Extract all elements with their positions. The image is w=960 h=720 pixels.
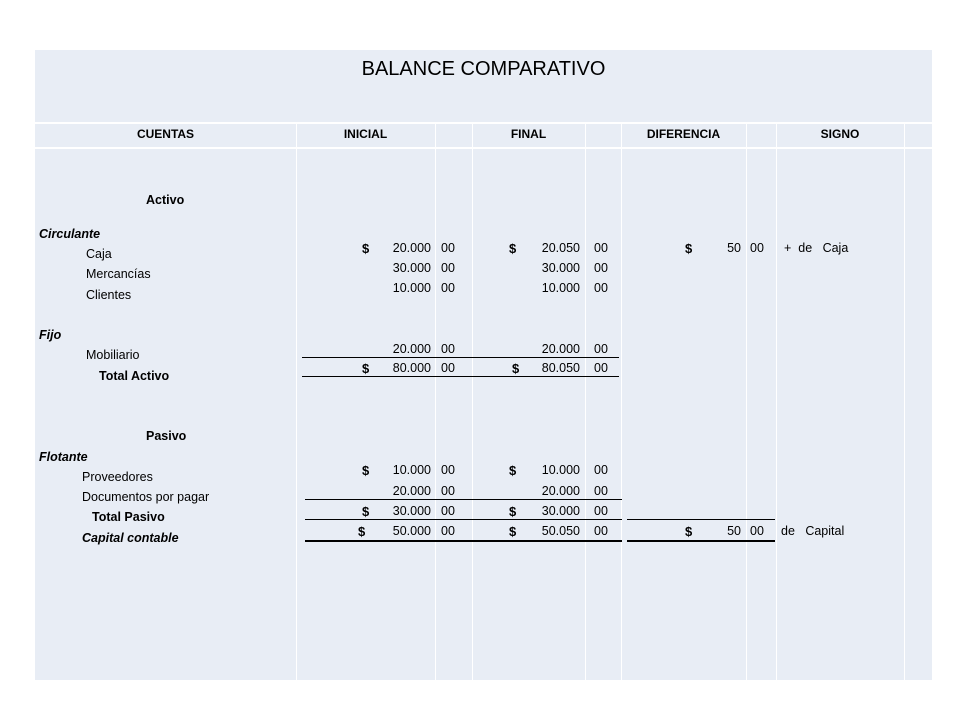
section-flotante: Flotante (39, 450, 88, 464)
caja-signo: + de Caja (784, 241, 849, 255)
total-pasivo-final: 30.000 (541, 504, 580, 518)
cents: 00 (750, 524, 764, 538)
mobiliario-inicial: 20.000 (392, 342, 431, 356)
cents: 00 (441, 261, 455, 275)
total-activo-inicial: 80.000 (392, 361, 431, 375)
section-activo: Activo (146, 193, 185, 207)
underline (472, 499, 622, 500)
section-circulante: Circulante (39, 227, 101, 241)
row-label-mercancias: Mercancías (86, 267, 151, 281)
currency-symbol: $ (362, 463, 370, 478)
underline (472, 357, 619, 358)
cents: 00 (594, 261, 608, 275)
row-label-documentos: Documentos por pagar (82, 490, 210, 504)
currency-symbol: $ (509, 241, 517, 256)
total-activo-final: 80.050 (541, 361, 580, 375)
capital-final: 50.050 (541, 524, 580, 538)
proveedores-final: 10.000 (541, 463, 580, 477)
underline (302, 357, 472, 358)
mercancias-final: 30.000 (541, 261, 580, 275)
underline (302, 376, 472, 377)
capital-inicial: 50.000 (392, 524, 431, 538)
underline (305, 499, 472, 500)
cents: 00 (441, 524, 455, 538)
underline (472, 376, 619, 377)
section-pasivo: Pasivo (146, 429, 187, 443)
cents: 00 (441, 484, 455, 498)
header-signo: SIGNO (820, 127, 860, 141)
cents: 00 (441, 281, 455, 295)
mercancias-inicial: 30.000 (392, 261, 431, 275)
currency-symbol: $ (362, 361, 370, 376)
column-divider (585, 122, 586, 680)
underline (305, 519, 472, 520)
total-pasivo-label: Total Pasivo (92, 510, 165, 524)
underline (472, 519, 622, 520)
column-divider (296, 122, 297, 680)
currency-symbol: $ (362, 504, 370, 519)
caja-final: 20.050 (541, 241, 580, 255)
header-diferencia: DIFERENCIA (646, 127, 721, 141)
cents: 00 (594, 361, 608, 375)
currency-symbol: $ (509, 504, 517, 519)
cents: 00 (594, 504, 608, 518)
currency-symbol: $ (685, 524, 693, 539)
column-divider (904, 122, 905, 680)
header-inicial: INICIAL (343, 127, 388, 141)
currency-symbol: $ (512, 361, 520, 376)
slide (35, 50, 932, 680)
cents: 00 (594, 484, 608, 498)
column-divider (746, 122, 747, 680)
row-label-proveedores: Proveedores (82, 470, 153, 484)
double-underline (627, 540, 775, 542)
header-bottom-border (35, 147, 932, 149)
currency-symbol: $ (509, 524, 517, 539)
documentos-final: 20.000 (541, 484, 580, 498)
column-divider (776, 122, 777, 680)
total-activo-label: Total Activo (99, 369, 170, 383)
mobiliario-final: 20.000 (541, 342, 580, 356)
clientes-inicial: 10.000 (392, 281, 431, 295)
column-divider (435, 122, 436, 680)
row-label-mobiliario: Mobiliario (86, 348, 140, 362)
caja-diferencia: 50 (727, 241, 741, 255)
column-divider (621, 122, 622, 680)
header-cuentas: CUENTAS (136, 127, 195, 141)
currency-symbol: $ (362, 241, 370, 256)
proveedores-inicial: 10.000 (392, 463, 431, 477)
currency-symbol: $ (358, 524, 366, 539)
clientes-final: 10.000 (541, 281, 580, 295)
documentos-inicial: 20.000 (392, 484, 431, 498)
column-divider (472, 122, 473, 680)
capital-signo: de Capital (781, 524, 845, 538)
capital-contable-label: Capital contable (82, 531, 179, 545)
cents: 00 (594, 342, 608, 356)
cents: 00 (594, 524, 608, 538)
cents: 00 (594, 463, 608, 477)
cents: 00 (441, 463, 455, 477)
total-pasivo-inicial: 30.000 (392, 504, 431, 518)
double-underline (305, 540, 472, 542)
header-top-border (35, 122, 932, 124)
cents: 00 (594, 241, 608, 255)
header-final: FINAL (510, 127, 547, 141)
cents: 00 (441, 342, 455, 356)
cents: 00 (594, 281, 608, 295)
double-underline (472, 540, 622, 542)
underline (627, 519, 775, 520)
cents: 00 (750, 241, 764, 255)
cents: 00 (441, 504, 455, 518)
currency-symbol: $ (685, 241, 693, 256)
currency-symbol: $ (509, 463, 517, 478)
row-label-caja: Caja (86, 247, 112, 261)
caja-inicial: 20.000 (392, 241, 431, 255)
cents: 00 (441, 361, 455, 375)
capital-diferencia: 50 (727, 524, 741, 538)
page-title: BALANCE COMPARATIVO (361, 58, 606, 80)
section-fijo: Fijo (39, 328, 62, 342)
cents: 00 (441, 241, 455, 255)
row-label-clientes: Clientes (86, 288, 132, 302)
